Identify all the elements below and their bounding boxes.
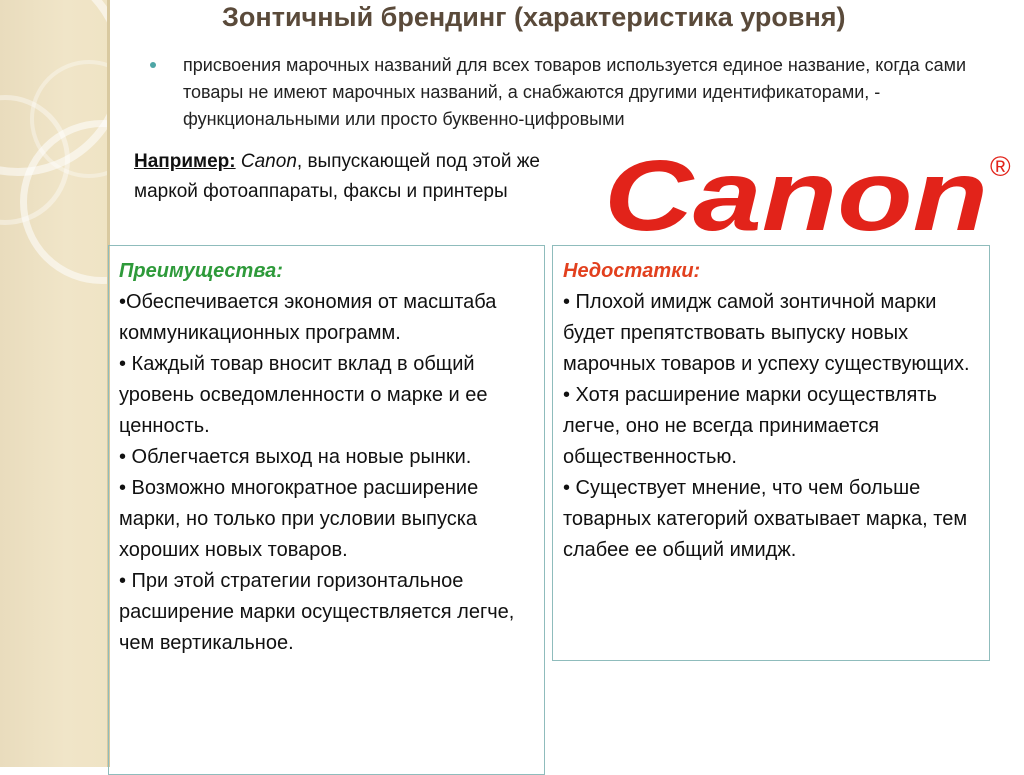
example-lead: Например: xyxy=(134,151,236,172)
list-item: • Хотя расширение марки осуществлять легче, оно не всегда принимается общественностью. xyxy=(563,384,937,468)
example-rest: , выпускающей под этой же маркой фотоаппараты, факсы и принтеры xyxy=(134,151,541,202)
registered-mark: ® xyxy=(990,151,1011,182)
list-item: • Облегчается выход на новые рынки. xyxy=(119,446,472,468)
disadvantages-heading: Недостатки: xyxy=(563,260,701,282)
list-item: •Обеспечивается экономия от масштаба коммуникационных программ. xyxy=(119,291,497,344)
canon-logo-text: Canon xyxy=(604,150,988,236)
example-text xyxy=(134,147,594,207)
list-item: • Плохой имидж самой зонтичной марки будет препятствовать выпуску новых марочных товаров и успеху существующих. xyxy=(563,291,970,375)
list-item: • При этой стратегии горизонтальное расширение марки осуществляется легче, чем вертикальное. xyxy=(119,570,515,654)
disadvantages-box xyxy=(552,245,990,661)
advantages-box xyxy=(108,245,545,775)
decorative-side-strip xyxy=(0,0,110,767)
slide-title: Зонтичный брендинг (характеристика уровня) xyxy=(222,2,846,32)
advantages-heading: Преимущества: xyxy=(119,260,283,282)
list-item: • Возможно многократное расширение марки, но только при условии выпуска хороших новых товаров. xyxy=(119,477,479,561)
example-brand: Canon xyxy=(240,151,297,172)
canon-logo xyxy=(598,150,1018,236)
list-item: • Существует мнение, что чем больше товарных категорий охватывает марка, тем слабее ее общий имидж. xyxy=(563,477,968,561)
intro-text: присвоения марочных названий для всех товаров используется единое название, когда сами товары не имеют марочных названий, а снабжаются другими идентификаторами, - функциональными или просто буквенно-цифровыми xyxy=(183,55,967,129)
list-item: • Каждый товар вносит вклад в общий уровень осведомленности о марке и ее ценность. xyxy=(119,353,488,437)
intro-bullet xyxy=(150,52,1010,133)
bullet-dot-icon xyxy=(150,62,156,68)
